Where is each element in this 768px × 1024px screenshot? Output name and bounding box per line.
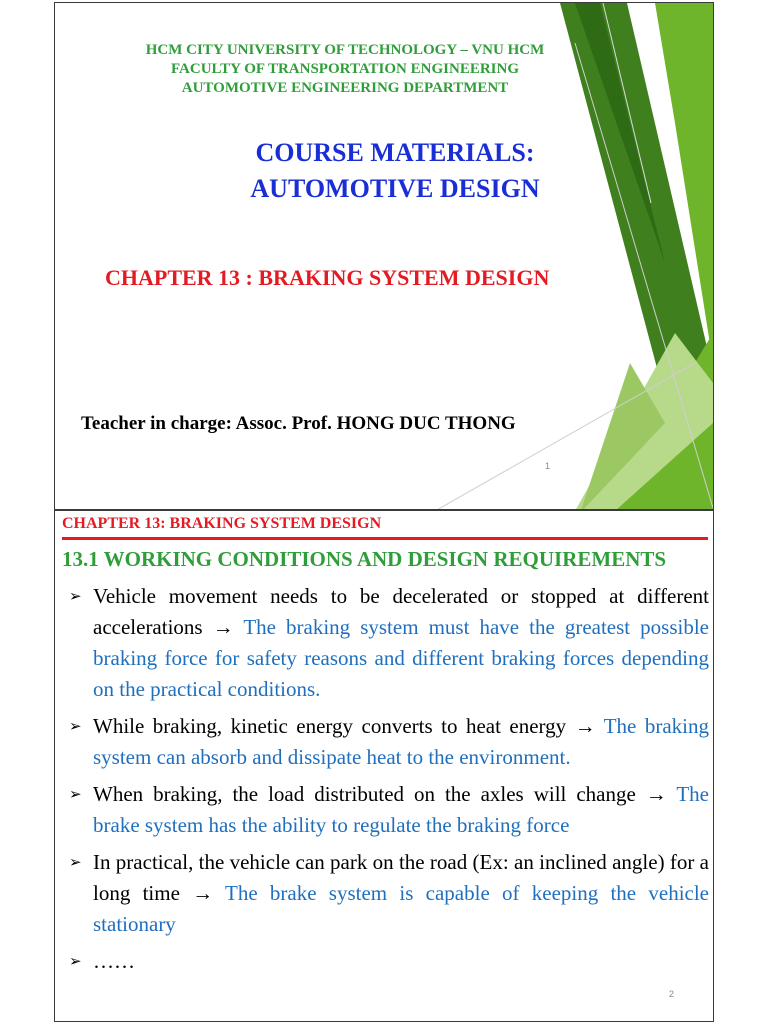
bullet-arrow-icon: ➢ <box>69 785 82 803</box>
list-item <box>69 779 709 841</box>
header-block <box>55 41 635 98</box>
bullet-text: While braking, kinetic energy converts to heat energy → <box>93 714 604 738</box>
section-title: 13.1 WORKING CONDITIONS AND DESIGN REQUIREMENTS <box>62 547 667 571</box>
page-number: 2 <box>669 989 675 999</box>
list-item <box>69 581 709 705</box>
bullet-highlight: The brake system is capable of keeping the vehicle stationary <box>93 881 710 936</box>
chapter-header: CHAPTER 13: BRAKING SYSTEM DESIGN <box>62 515 382 532</box>
bullet-arrow-icon: ➢ <box>69 717 82 735</box>
title-slide <box>54 2 714 510</box>
course-title <box>175 135 615 207</box>
bullet-highlight: The braking system can absorb and dissipate heat to the environment. <box>93 714 710 769</box>
faculty-name: FACULTY OF TRANSPORTATION ENGINEERING <box>171 61 519 77</box>
bullet-highlight: The brake system has the ability to regulate the braking force <box>93 782 709 837</box>
bullet-arrow-icon: ➢ <box>69 853 82 871</box>
bullet-arrow-icon: ➢ <box>69 952 82 970</box>
bullet-text: When braking, the load distributed on the axles will change → <box>93 782 677 806</box>
university-name: HCM CITY UNIVERSITY OF TECHNOLOGY – VNU HCM <box>145 42 545 58</box>
bullet-highlight: The braking system must have the greatest possible braking force for safety reasons and different braking forces depending on the practical conditions. <box>93 615 710 701</box>
course-title-line1: COURSE MATERIALS: <box>255 138 535 167</box>
bullet-text: In practical, the vehicle can park on the road (Ex: an inclined angle) for a long time → <box>93 850 709 905</box>
department-name: AUTOMOTIVE ENGINEERING DEPARTMENT <box>181 80 509 96</box>
bullet-text: …… <box>93 949 135 973</box>
page-number: 1 <box>545 461 551 471</box>
chapter-title: CHAPTER 13 : BRAKING SYSTEM DESIGN <box>105 265 550 290</box>
requirements-list <box>69 581 709 977</box>
bullet-text: Vehicle movement needs to be decelerated or stopped at different accelerations → <box>93 584 709 639</box>
bullet-arrow-icon: ➢ <box>69 587 82 605</box>
list-item <box>69 946 709 977</box>
list-item <box>69 847 709 940</box>
course-title-line2: AUTOMOTIVE DESIGN <box>250 174 540 203</box>
header-divider <box>62 537 708 540</box>
list-item <box>69 711 709 773</box>
content-slide <box>54 510 714 1022</box>
teacher-in-charge: Teacher in charge: Assoc. Prof. HONG DUC THONG <box>81 413 516 434</box>
